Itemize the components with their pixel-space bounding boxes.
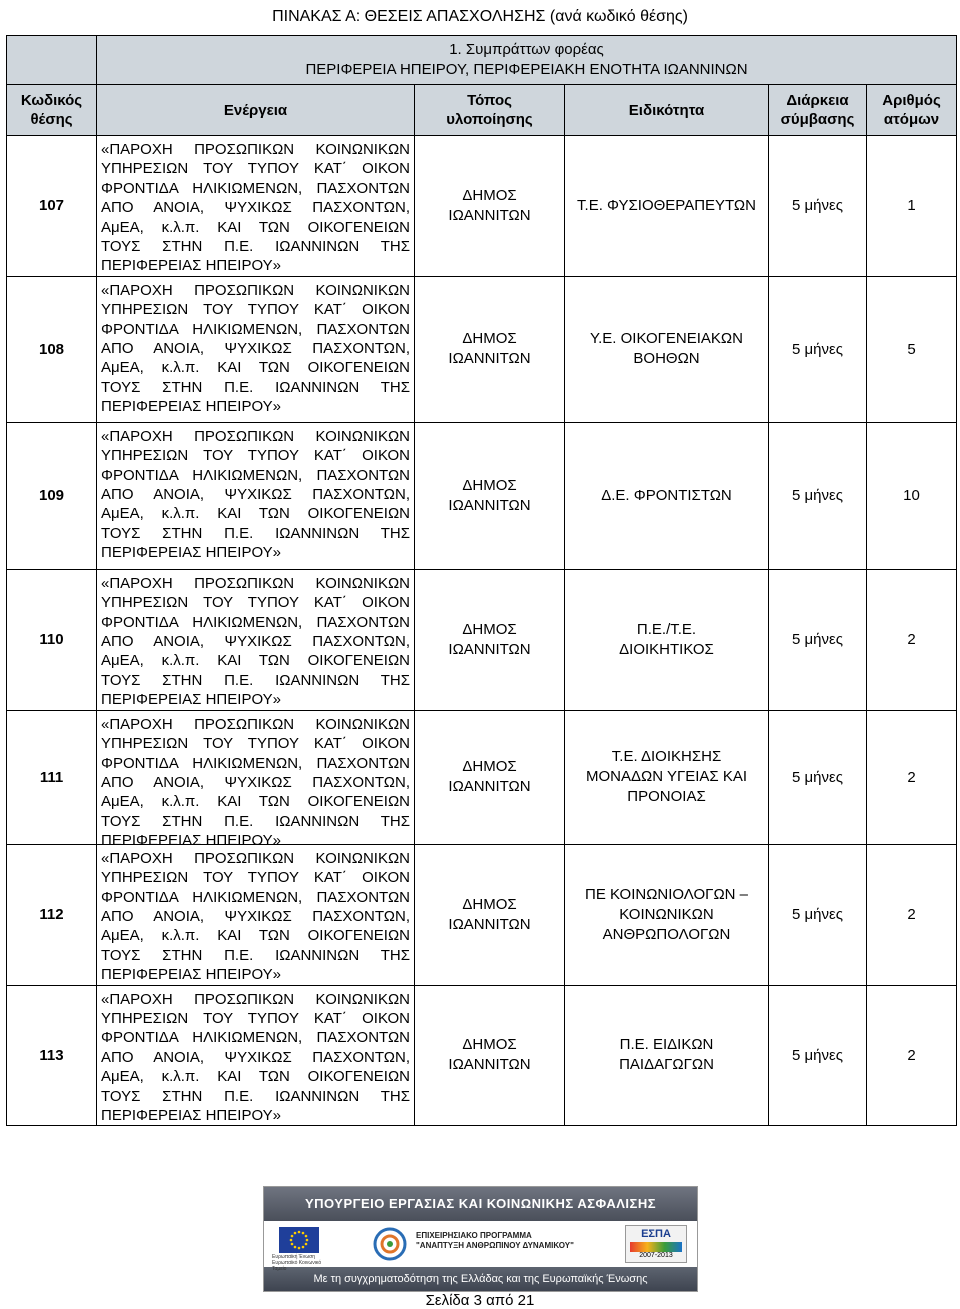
specialty: Τ.Ε. ΔΙΟΙΚΗΣΗΣ ΜΟΝΑΔΩΝ ΥΓΕΙΑΣ ΚΑΙ ΠΡΟΝΟΙΑΣ [565, 710, 769, 844]
op-subtitle: "ΑΝΑΠΤΥΞΗ ΑΝΘΡΩΠΙΝΟΥ ΔΥΝΑΜΙΚΟΥ" [416, 1241, 574, 1250]
table-row [7, 136, 957, 277]
activity-line: ΥΠΗΡΕΣΙΩΝ ΤΟΥ ΤΥΠΟΥ ΚΑΤ΄ ΟΙΚΟΝ [101, 594, 410, 612]
op-title: ΕΠΙΧΕΙΡΗΣΙΑΚΟ ΠΡΟΓΡΑΜΜΑ [416, 1231, 532, 1240]
position-code: 111 [7, 710, 97, 844]
activity-description [97, 710, 415, 850]
specialty: Π.Ε. ΕΙΔΙΚΩΝ ΠΑΙΔΑΓΩΓΩΝ [565, 985, 769, 1126]
position-code: 113 [7, 985, 97, 1126]
activity-description [97, 569, 415, 710]
position-code: 112 [7, 844, 97, 985]
activity-line: ΥΠΗΡΕΣΙΩΝ ΤΟΥ ΤΥΠΟΥ ΚΑΤ΄ ΟΙΚΟΝ [101, 869, 410, 887]
number-of-persons: 2 [867, 569, 957, 710]
activity-line: ΥΠΗΡΕΣΙΩΝ ΤΟΥ ΤΥΠΟΥ ΚΑΤ΄ ΟΙΚΟΝ [101, 160, 410, 178]
page-title: ΠΙΝΑΚΑΣ Α: ΘΕΣΕΙΣ ΑΠΑΣΧΟΛΗΣΗΣ (ανά κωδικό θέσης) [272, 8, 688, 25]
number-of-persons: 10 [867, 422, 957, 569]
contract-duration: 5 μήνες [769, 276, 867, 422]
specialty: Τ.Ε. ΦΥΣΙΟΘΕΡΑΠΕΥΤΩΝ [565, 136, 769, 277]
header-specialty: Ειδικότητα [565, 85, 769, 136]
contract-duration: 5 μήνες [769, 710, 867, 844]
contract-duration: 5 μήνες [769, 569, 867, 710]
activity-description [97, 422, 415, 569]
activity-line: ΥΠΗΡΕΣΙΩΝ ΤΟΥ ΤΥΠΟΥ ΚΑΤ΄ ΟΙΚΟΝ [101, 735, 410, 753]
activity-line: ΠΕΡΙΦΕΡΕΙΑΣ ΗΠΕΙΡΟΥ» [101, 257, 281, 275]
activity-line: ΥΠΗΡΕΣΙΩΝ ΤΟΥ ΤΥΠΟΥ ΚΑΤ΄ ΟΙΚΟΝ [101, 1009, 410, 1027]
activity-line: ΦΡΟΝΤΙΔΑ ΗΛΙΚΙΩΜΕΝΩΝ, ΠΑΣΧΟΝΤΩΝ [101, 466, 410, 484]
table-row [7, 569, 957, 710]
activity-line: ΤΟΥΣ ΣΤΗΝ Π.Ε. ΙΩΑΝΝΙΝΩΝ ΤΗΣ [101, 378, 410, 396]
activity-line: ΤΟΥΣ ΣΤΗΝ Π.Ε. ΙΩΑΝΝΙΝΩΝ ΤΗΣ [101, 524, 410, 542]
number-of-persons: 5 [867, 276, 957, 422]
place-of-implementation: ΔΗΜΟΣ ΙΩΑΝΝΙΤΩΝ [415, 276, 565, 422]
place-of-implementation: ΔΗΜΟΣ ΙΩΑΝΝΙΤΩΝ [415, 136, 565, 277]
eu-flag-icon [279, 1227, 319, 1253]
header-place: Τόπος υλοποίησης [415, 85, 565, 136]
activity-line: ΑΠΟ ΑΝΟΙΑ, ΨΥΧΙΚΩΣ ΠΑΣΧΟΝΤΩΝ, [101, 340, 410, 358]
header-persons: Αριθμός ατόμων [867, 85, 957, 136]
page-number: Σελίδα 3 από 21 [425, 1292, 535, 1309]
activity-line: ΑμΕΑ, κ.λ.π. ΚΑΙ ΤΩΝ ΟΙΚΟΓΕΝΕΙΩΝ [101, 505, 410, 523]
activity-line: ΤΟΥΣ ΣΤΗΝ Π.Ε. ΙΩΑΝΝΙΝΩΝ ΤΗΣ [101, 812, 410, 830]
employer-band [7, 36, 957, 85]
activity-line: ΦΡΟΝΤΙΔΑ ΗΛΙΚΙΩΜΕΝΩΝ, ΠΑΣΧΟΝΤΩΝ [101, 613, 410, 631]
activity-line: «ΠΑΡΟΧΗ ΠΡΟΣΩΠΙΚΩΝ ΚΟΙΝΩΝΙΚΩΝ [101, 427, 410, 445]
activity-line: ΤΟΥΣ ΣΤΗΝ Π.Ε. ΙΩΑΝΝΙΝΩΝ ΤΗΣ [101, 671, 410, 689]
position-code: 108 [7, 276, 97, 422]
number-of-persons: 1 [867, 136, 957, 277]
activity-line: ΑΠΟ ΑΝΟΙΑ, ΨΥΧΙΚΩΣ ΠΑΣΧΟΝΤΩΝ, [101, 907, 410, 925]
activity-line: ΑΠΟ ΑΝΟΙΑ, ΨΥΧΙΚΩΣ ΠΑΣΧΟΝΤΩΝ, [101, 486, 410, 504]
activity-line: ΠΕΡΙΦΕΡΕΙΑΣ ΗΠΕΙΡΟΥ» [101, 398, 281, 416]
number-of-persons: 2 [867, 710, 957, 844]
activity-line: ΠΕΡΙΦΕΡΕΙΑΣ ΗΠΕΙΡΟΥ» [101, 966, 281, 984]
table-row [7, 844, 957, 985]
activity-line: ΥΠΗΡΕΣΙΩΝ ΤΟΥ ΤΥΠΟΥ ΚΑΤ΄ ΟΙΚΟΝ [101, 301, 410, 319]
activity-line: ΠΕΡΙΦΕΡΕΙΑΣ ΗΠΕΙΡΟΥ» [101, 832, 281, 850]
activity-line: ΦΡΟΝΤΙΔΑ ΗΛΙΚΙΩΜΕΝΩΝ, ΠΑΣΧΟΝΤΩΝ [101, 1029, 410, 1047]
activity-line: ΑΠΟ ΑΝΟΙΑ, ΨΥΧΙΚΩΣ ΠΑΣΧΟΝΤΩΝ, [101, 633, 410, 651]
activity-line: ΑμΕΑ, κ.λ.π. ΚΑΙ ΤΩΝ ΟΙΚΟΓΕΝΕΙΩΝ [101, 793, 410, 811]
operational-programme-logo-icon [370, 1225, 410, 1263]
activity-line: ΑμΕΑ, κ.λ.π. ΚΑΙ ΤΩΝ ΟΙΚΟΓΕΝΕΙΩΝ [101, 927, 410, 945]
position-code: 107 [7, 136, 97, 277]
place-of-implementation: ΔΗΜΟΣ ΙΩΑΝΝΙΤΩΝ [415, 844, 565, 985]
header-activity: Ενέργεια [97, 85, 415, 136]
employer-label: 1. Συμπράττων φορέας [449, 41, 604, 58]
place-of-implementation: ΔΗΜΟΣ ΙΩΑΝΝΙΤΩΝ [415, 569, 565, 710]
place-of-implementation: ΔΗΜΟΣ ΙΩΑΝΝΙΤΩΝ [415, 710, 565, 844]
contract-duration: 5 μήνες [769, 985, 867, 1126]
number-of-persons: 2 [867, 985, 957, 1126]
activity-line: ΑμΕΑ, κ.λ.π. ΚΑΙ ΤΩΝ ΟΙΚΟΓΕΝΕΙΩΝ [101, 1068, 410, 1086]
table-row [7, 276, 957, 422]
espa-years: 2007-2013 [639, 1252, 673, 1259]
table-body [7, 136, 957, 1126]
number-of-persons: 2 [867, 844, 957, 985]
contract-duration: 5 μήνες [769, 844, 867, 985]
espa-logo [625, 1225, 687, 1263]
activity-line: ΦΡΟΝΤΙΔΑ ΗΛΙΚΙΩΜΕΝΩΝ, ΠΑΣΧΟΝΤΩΝ [101, 320, 410, 338]
activity-line: ΑΠΟ ΑΝΟΙΑ, ΨΥΧΙΚΩΣ ΠΑΣΧΟΝΤΩΝ, [101, 1048, 410, 1066]
activity-line: ΑμΕΑ, κ.λ.π. ΚΑΙ ΤΩΝ ΟΙΚΟΓΕΝΕΙΩΝ [101, 218, 410, 236]
position-code: 109 [7, 422, 97, 569]
contract-duration: 5 μήνες [769, 136, 867, 277]
activity-line: ΥΠΗΡΕΣΙΩΝ ΤΟΥ ΤΥΠΟΥ ΚΑΤ΄ ΟΙΚΟΝ [101, 447, 410, 465]
activity-line: ΠΕΡΙΦΕΡΕΙΑΣ ΗΠΕΙΡΟΥ» [101, 544, 281, 562]
header-duration: Διάρκεια σύμβασης [769, 85, 867, 136]
activity-line: ΤΟΥΣ ΣΤΗΝ Π.Ε. ΙΩΑΝΝΙΝΩΝ ΤΗΣ [101, 238, 410, 256]
cofinance-note: Με τη συγχρηματοδότηση της Ελλάδας και της Ευρωπαϊκής Ένωσης [264, 1267, 697, 1291]
specialty: Π.Ε./Τ.Ε. ΔΙΟΙΚΗΤΙΚΟΣ [565, 569, 769, 710]
activity-description [97, 985, 415, 1126]
activity-line: «ΠΑΡΟΧΗ ΠΡΟΣΩΠΙΚΩΝ ΚΟΙΝΩΝΙΚΩΝ [101, 281, 410, 299]
table-row [7, 710, 957, 844]
espa-label: ΕΣΠΑ [641, 1228, 671, 1240]
activity-line: ΦΡΟΝΤΙΔΑ ΗΛΙΚΙΩΜΕΝΩΝ, ΠΑΣΧΟΝΤΩΝ [101, 179, 410, 197]
table-row [7, 985, 957, 1126]
activity-description [97, 136, 415, 277]
specialty: Υ.Ε. ΟΙΚΟΓΕΝΕΙΑΚΩΝ ΒΟΗΘΩΝ [565, 276, 769, 422]
eu-caption: Ευρωπαϊκή Ένωση Ευρωπαϊκό Κοινωνικό Ταμείο [272, 1254, 322, 1272]
activity-line: «ΠΑΡΟΧΗ ΠΡΟΣΩΠΙΚΩΝ ΚΟΙΝΩΝΙΚΩΝ [101, 849, 410, 867]
activity-line: ΤΟΥΣ ΣΤΗΝ Π.Ε. ΙΩΑΝΝΙΝΩΝ ΤΗΣ [101, 946, 410, 964]
positions-table [6, 35, 957, 1126]
activity-line: ΑμΕΑ, κ.λ.π. ΚΑΙ ΤΩΝ ΟΙΚΟΓΕΝΕΙΩΝ [101, 359, 410, 377]
employer-name: ΠΕΡΙΦΕΡΕΙΑ ΗΠΕΙΡΟΥ, ΠΕΡΙΦΕΡΕΙΑΚΗ ΕΝΟΤΗΤΑ ΙΩΑΝΝΙΝΩΝ [305, 61, 748, 78]
place-of-implementation: ΔΗΜΟΣ ΙΩΑΝΝΙΤΩΝ [415, 985, 565, 1126]
activity-line: ΦΡΟΝΤΙΔΑ ΗΛΙΚΙΩΜΕΝΩΝ, ΠΑΣΧΟΝΤΩΝ [101, 754, 410, 772]
activity-line: ΤΟΥΣ ΣΤΗΝ Π.Ε. ΙΩΑΝΝΙΝΩΝ ΤΗΣ [101, 1087, 410, 1105]
activity-line: «ΠΑΡΟΧΗ ΠΡΟΣΩΠΙΚΩΝ ΚΟΙΝΩΝΙΚΩΝ [101, 141, 410, 158]
table-row [7, 422, 957, 569]
ministry-label: ΥΠΟΥΡΓΕΙΟ ΕΡΓΑΣΙΑΣ ΚΑΙ ΚΟΙΝΩΝΙΚΗΣ ΑΣΦΑΛΙΣΗΣ [264, 1187, 697, 1221]
activity-line: ΠΕΡΙΦΕΡΕΙΑΣ ΗΠΕΙΡΟΥ» [101, 691, 281, 709]
activity-line: «ΠΑΡΟΧΗ ΠΡΟΣΩΠΙΚΩΝ ΚΟΙΝΩΝΙΚΩΝ [101, 990, 410, 1008]
specialty: ΠΕ ΚΟΙΝΩΝΙΟΛΟΓΩΝ – ΚΟΙΝΩΝΙΚΩΝ ΑΝΘΡΩΠΟΛΟΓΩΝ [565, 844, 769, 985]
specialty: Δ.Ε. ΦΡΟΝΤΙΣΤΩΝ [565, 422, 769, 569]
activity-line: «ΠΑΡΟΧΗ ΠΡΟΣΩΠΙΚΩΝ ΚΟΙΝΩΝΙΚΩΝ [101, 715, 410, 733]
position-code: 110 [7, 569, 97, 710]
activity-line: ΑΠΟ ΑΝΟΙΑ, ΨΥΧΙΚΩΣ ΠΑΣΧΟΝΤΩΝ, [101, 199, 410, 217]
activity-line: «ΠΑΡΟΧΗ ΠΡΟΣΩΠΙΚΩΝ ΚΟΙΝΩΝΙΚΩΝ [101, 574, 410, 592]
espa-stripe-icon [630, 1242, 682, 1252]
header-code: Κωδικός θέσης [7, 85, 97, 136]
activity-line: ΑμΕΑ, κ.λ.π. ΚΑΙ ΤΩΝ ΟΙΚΟΓΕΝΕΙΩΝ [101, 652, 410, 670]
activity-line: ΑΠΟ ΑΝΟΙΑ, ΨΥΧΙΚΩΣ ΠΑΣΧΟΝΤΩΝ, [101, 773, 410, 791]
activity-line: ΠΕΡΙΦΕΡΕΙΑΣ ΗΠΕΙΡΟΥ» [101, 1106, 281, 1124]
activity-line: ΦΡΟΝΤΙΔΑ ΗΛΙΚΙΩΜΕΝΩΝ, ΠΑΣΧΟΝΤΩΝ [101, 888, 410, 906]
header-row [7, 85, 957, 136]
contract-duration: 5 μήνες [769, 422, 867, 569]
cofunding-banner [263, 1186, 698, 1292]
activity-description [97, 276, 415, 422]
place-of-implementation: ΔΗΜΟΣ ΙΩΑΝΝΙΤΩΝ [415, 422, 565, 569]
activity-description [97, 844, 415, 985]
